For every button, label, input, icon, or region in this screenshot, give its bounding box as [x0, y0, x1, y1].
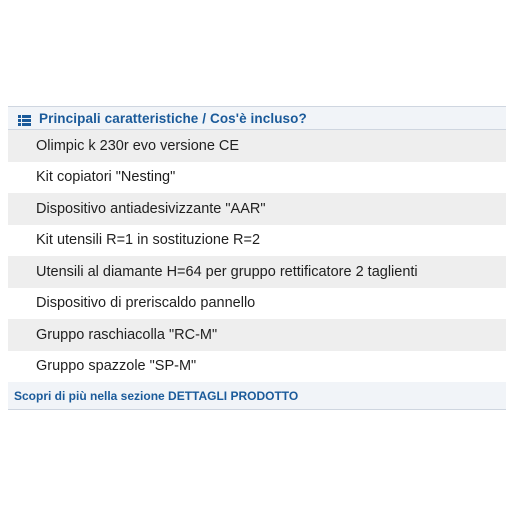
product-details-link[interactable]: Scopri di più nella sezione DETTAGLI PRODOTTO	[14, 388, 299, 403]
list-item: Kit copiatori "Nesting"	[36, 169, 176, 186]
features-footer	[8, 382, 506, 410]
list-icon	[18, 113, 31, 124]
list-item: Gruppo raschiacolla "RC-M"	[8, 319, 506, 351]
list-item: Kit utensili R=1 in sostituzione R=2	[36, 232, 261, 249]
list-item: Dispositivo di preriscaldo pannello	[36, 295, 256, 312]
list-item: Gruppo spazzole "SP-M"	[36, 358, 197, 375]
features-panel	[8, 106, 506, 410]
features-title: Principali caratteristiche / Cos'è incluso?	[39, 110, 307, 126]
list-item: Dispositivo antiadesivizzante "AAR"	[8, 193, 506, 225]
features-header	[8, 106, 506, 130]
list-item: Olimpic k 230r evo versione CE	[8, 130, 506, 162]
features-list	[8, 130, 506, 382]
list-item: Utensili al diamante H=64 per gruppo rettificatore 2 taglienti	[8, 256, 506, 288]
